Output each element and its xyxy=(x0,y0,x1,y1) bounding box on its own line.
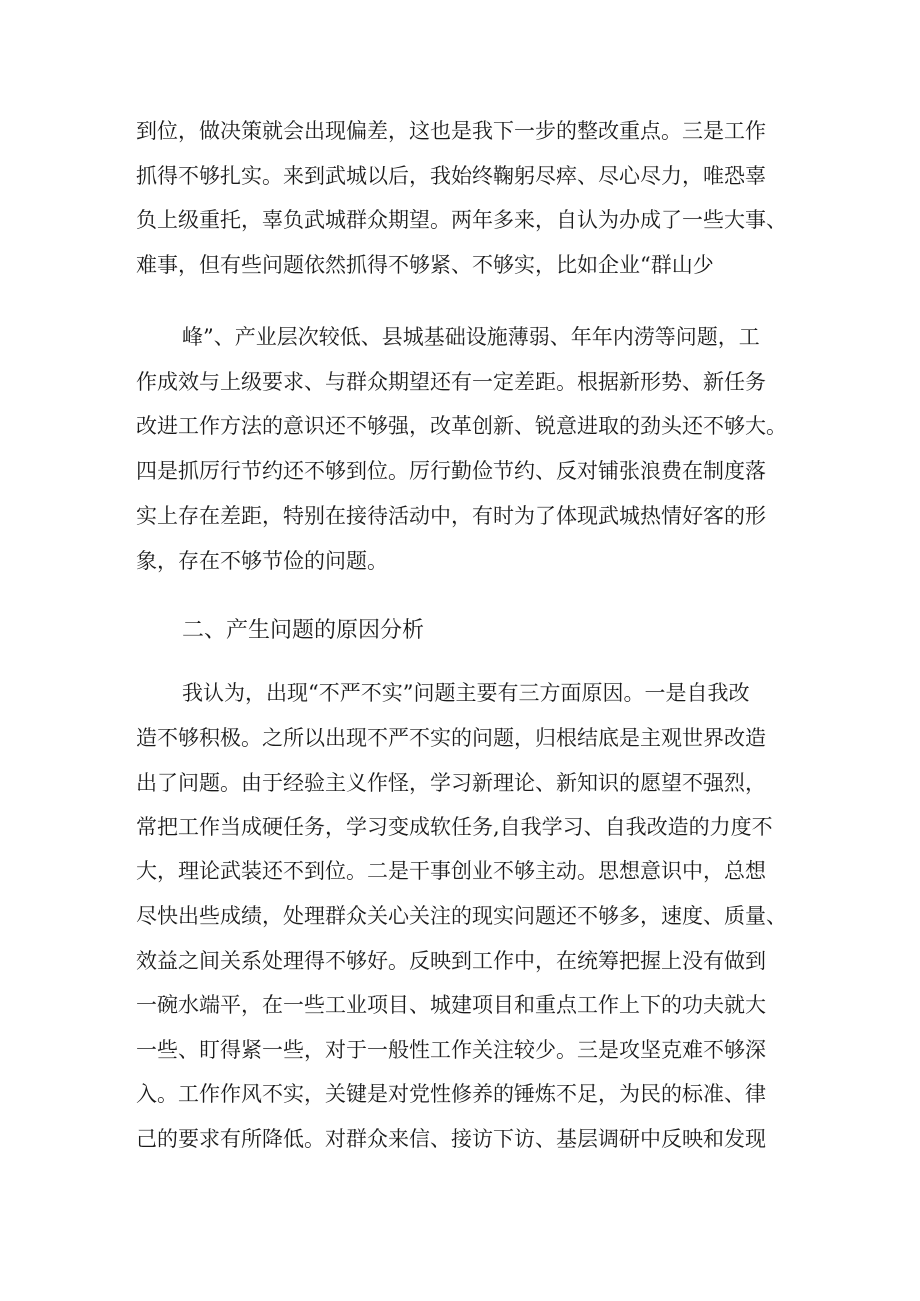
paragraph-line: 己的要求有所降低。对群众来信、接访下访、基层调研中反映和发现 xyxy=(136,1127,766,1151)
section-heading: 二、产生问题的原因分析 xyxy=(182,618,425,643)
paragraph-line: 造不够积极。之所以出现不严不实的问题，归根结底是主观世界改造 xyxy=(136,726,766,750)
paragraph-line: 难事，但有些问题依然抓得不够紧、不够实，比如企业“群山少 xyxy=(136,253,714,277)
paragraph-line: 抓得不够扎实。来到武城以后，我始终鞠躬尽瘁、尽心尽力，唯恐辜 xyxy=(136,164,766,188)
paragraph-line: 大，理论武装还不到位。二是干事创业不够主动。思想意识中，总想 xyxy=(136,859,766,883)
paragraph-line: 负上级重托，辜负武城群众期望。两年多来，自认为办成了一些大事、 xyxy=(136,208,787,232)
paragraph-line: 一碗水端平，在一些工业项目、城建项目和重点工作上下的功夫就大 xyxy=(136,993,766,1017)
paragraph-line: 尽快出些成绩，处理群众关心关注的现实问题还不够多，速度、质量、 xyxy=(136,904,787,928)
paragraph-line: 改进工作方法的意识还不够强，改革创新、锐意进取的劲头还不够大。 xyxy=(136,414,787,438)
paragraph-line: 入。工作作风不实，关键是对党性修养的锤炼不足，为民的标准、律 xyxy=(136,1082,766,1106)
paragraph-line: 作成效与上级要求、与群众期望还有一定差距。根据新形势、新任务 xyxy=(136,370,766,394)
paragraph-line: 到位，做决策就会出现偏差，这也是我下一步的整改重点。三是工作 xyxy=(136,119,766,143)
paragraph-line: 效益之间关系处理得不够好。反映到工作中，在统筹把握上没有做到 xyxy=(136,949,766,973)
paragraph-line: 出了问题。由于经验主义作怪，学习新理论、新知识的愿望不强烈， xyxy=(136,771,766,795)
paragraph-line: 四是抓厉行节约还不够到位。厉行勤俭节约、反对铺张浪费在制度落 xyxy=(136,459,766,483)
paragraph-line: 实上存在差距，特别在接待活动中，有时为了体现武城热情好客的形 xyxy=(136,504,766,528)
paragraph-line: 象，存在不够节俭的问题。 xyxy=(136,549,388,573)
paragraph-line: 我认为，出现“不严不实”问题主要有三方面原因。一是自我改 xyxy=(182,681,750,705)
paragraph-line: 峰”、产业层次较低、县城基础设施薄弱、年年内涝等问题，工 xyxy=(182,325,760,349)
paragraph-line: 常把工作当成硬任务，学习变成软任务,自我学习、自我改造的力度不 xyxy=(136,815,773,839)
paragraph-line: 一些、盯得紧一些，对于一般性工作关注较少。三是攻坚克难不够深 xyxy=(136,1038,766,1062)
